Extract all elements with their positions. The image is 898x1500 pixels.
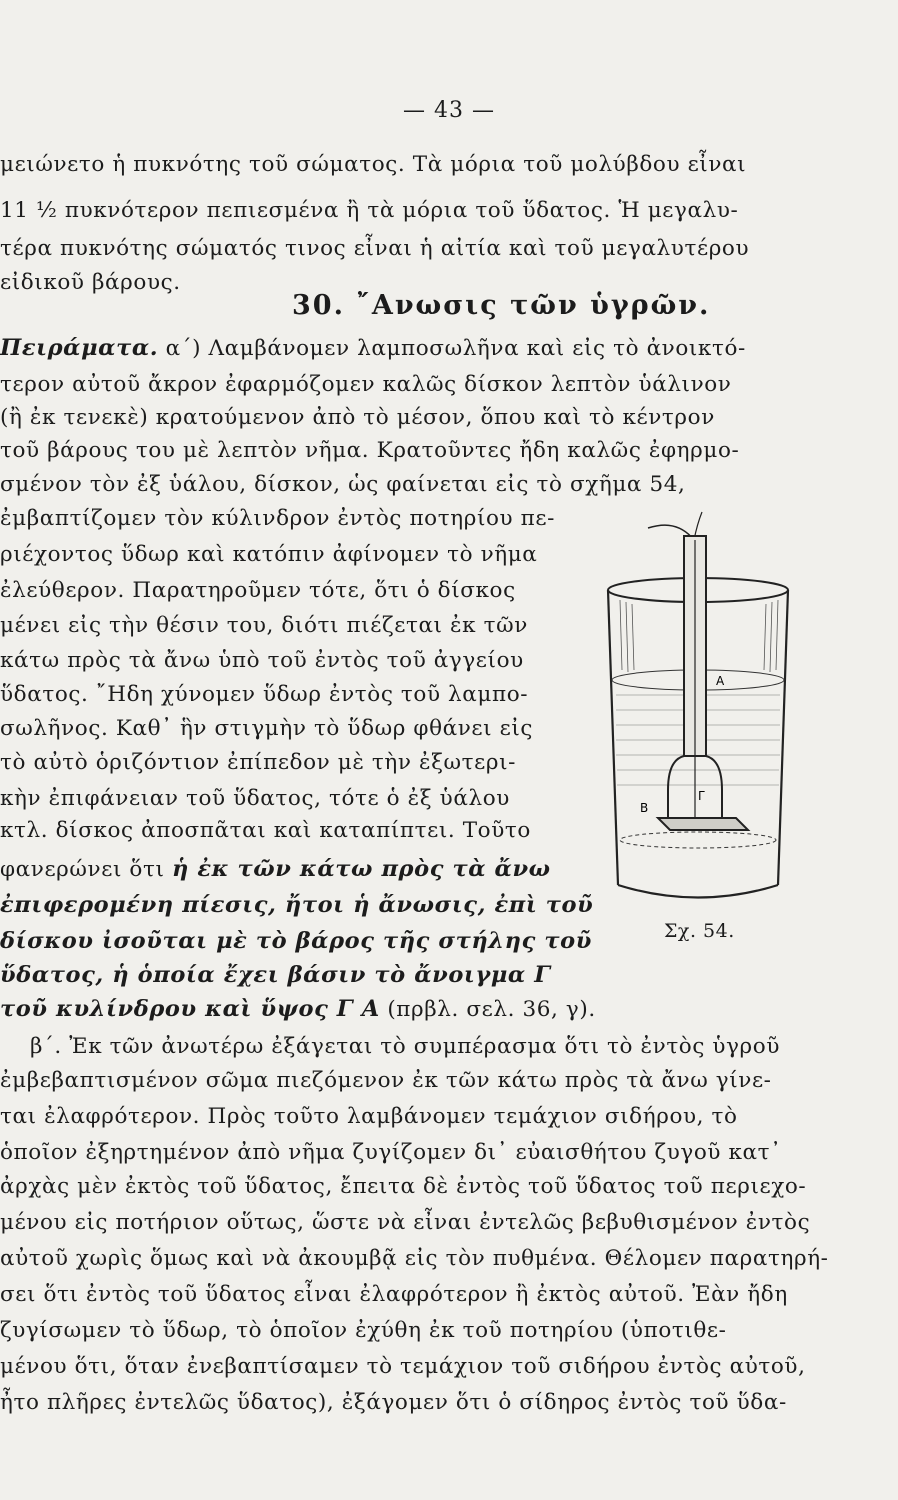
text-span: α΄) Λαμβάνομεν λαμποσωλῆνα καὶ εἰς τὸ ἀνοικτό- <box>165 336 746 361</box>
glass-left-wall <box>608 590 618 885</box>
text-line: ὕδατος. ῎Ηδη χύνομεν ὕδωρ ἐντὸς τοῦ λαμπο- <box>0 682 529 707</box>
text-line: αὐτοῦ χωρὶς ὅμως καὶ νὰ ἀκουμβᾷ εἰς τὸν πυθμένα. Θέλομεν παρατηρή- <box>0 1246 829 1271</box>
text-line: ἀρχὰς μὲν ἐκτὸς τοῦ ὕδατος, ἔπειτα δὲ ἐντὸς τοῦ ὕδατος τοῦ περιεχο- <box>0 1174 807 1199</box>
text-line: κτλ. δίσκος ἀποσπᾶται καὶ καταπίπτει. Τοῦτο <box>0 818 531 843</box>
text-line <box>0 335 746 362</box>
label-b: Β <box>640 801 649 815</box>
text-line: τοῦ βάρους του μὲ λεπτὸν νῆμα. Κρατοῦντες ἤδη καλῶς ἐφηρμο- <box>0 438 740 463</box>
text-line: ζυγίσωμεν τὸ ὕδωρ, τὸ ὁποῖον ἐχύθη ἐκ τοῦ ποτηρίου (ὑποτιθε- <box>0 1318 727 1343</box>
text-line-bold: ὕδατος, ἡ ὁποία ἔχει βάσιν τὸ ἄνοιγμα Γ <box>0 962 551 988</box>
bold-phrase: ἡ ἐκ τῶν κάτω πρὸς τὰ ἄνω <box>171 856 551 882</box>
text-line <box>0 856 551 883</box>
text-line: τερον αὐτοῦ ἄκρον ἐφαρμόζομεν καλῶς δίσκον λεπτὸν ὑάλινον <box>0 372 732 397</box>
text-line: σει ὅτι ἐντὸς τοῦ ὕδατος εἶναι ἐλαφρότερον ἢ ἐκτὸς αὐτοῦ. Ἐὰν ἤδη <box>0 1282 788 1307</box>
label-a: Α <box>716 674 725 688</box>
text-line: μένου εἰς ποτήριον οὕτως, ὥστε νὰ εἶναι ἐντελῶς βεβυθισμένον ἐντὸς <box>0 1210 811 1235</box>
text-span: (πρβλ. σελ. 36, γ). <box>387 997 596 1022</box>
text-line: 11 ½ πυκνότερον πεπιεσμένα ἢ τὰ μόρια τοῦ ὕδατος. Ἡ μεγαλυ- <box>0 198 739 223</box>
dashed-level <box>620 832 776 848</box>
text-line: κάτω πρὸς τὰ ἄνω ὑπὸ τοῦ ἐντὸς τοῦ ἀγγείου <box>0 648 524 673</box>
glass-bottom <box>618 885 778 898</box>
text-line: μειώνετο ἡ πυκνότης τοῦ σώματος. Τὰ μόρια τοῦ μολύβδου εἶναι <box>0 152 747 177</box>
text-line: σωλῆνος. Καθ᾽ ἣν στιγμὴν τὸ ὕδωρ φθάνει εἰς <box>0 716 534 741</box>
text-line: σμένον τὸν ἐξ ὑάλου, δίσκον, ὡς φαίνεται εἰς τὸ σχῆμα 54, <box>0 472 686 497</box>
text-line: β΄. Ἐκ τῶν ἀνωτέρω ἐξάγεται τὸ συμπέρασμα ὅτι τὸ ἐντὸς ὑγροῦ <box>30 1034 781 1059</box>
text-line <box>0 996 596 1023</box>
text-line-bold: ἐπιφερομένη πίεσις, ἤτοι ἡ ἄνωσις, ἐπὶ τοῦ <box>0 892 594 918</box>
text-line-bold: δίσκου ἰσοῦται μὲ τὸ βάρος τῆς στήλης τοῦ <box>0 928 592 954</box>
text-line: κὴν ἐπιφάνειαν τοῦ ὕδατος, τότε ὁ ἐξ ὑάλου <box>0 786 510 811</box>
text-line: ται ἐλαφρότερον. Πρὸς τοῦτο λαμβάνομεν τεμάχιον σιδήρου, τὸ <box>0 1104 738 1129</box>
text-span-bold: τοῦ κυλίνδρου καὶ ὕψος Γ Α <box>0 996 380 1022</box>
figure-caption: Σχ. 54. <box>664 920 735 942</box>
text-line: ἦτο πλῆρες ἐντελῶς ὕδατος), ἐξάγομεν ὅτι ὁ σίδηρος ἐντὸς τοῦ ὕδα- <box>0 1390 787 1415</box>
text-line: ὁποῖον ἐξηρτημένον ἀπὸ νῆμα ζυγίζομεν δι᾽ εὐαισθήτου ζυγοῦ κατ᾽ <box>0 1140 782 1165</box>
text-span: φανερώνει ὅτι <box>0 857 165 882</box>
text-line: μένου ὅτι, ὅταν ἐνεβαπτίσαμεν τὸ τεμάχιον τοῦ σιδήρου ἐντὸς αὐτοῦ, <box>0 1354 806 1379</box>
glass-right-wall <box>778 590 788 885</box>
section-heading: 30. ῎Ανωσις τῶν ὑγρῶν. <box>292 290 711 321</box>
text-line: μένει εἰς τὴν θέσιν του, διότι πιέζεται ἐκ τῶν <box>0 613 528 638</box>
text-line: ριέχοντος ὕδωρ καὶ κατόπιν ἀφίνομεν τὸ νῆμα <box>0 542 538 567</box>
text-line: εἰδικοῦ βάρους. <box>0 270 181 295</box>
text-line: ἐμβαπτίζομεν τὸν κύλινδρον ἐντὸς ποτηρίου πε- <box>0 506 555 531</box>
experiments-label: Πειράματα. <box>0 335 159 361</box>
text-line: ἐμβεβαπτισμένον σῶμα πιεζόμενον ἐκ τῶν κάτω πρὸς τὰ ἄνω γίνε- <box>0 1068 772 1093</box>
label-g: Γ <box>698 789 705 803</box>
text-line: τέρα πυκνότης σώματός τινος εἶναι ἡ αἰτία καὶ τοῦ μεγαλυτέρου <box>0 236 750 261</box>
text-line: ἐλεύθερον. Παρατηροῦμεν τότε, ὅτι ὁ δίσκος <box>0 578 516 603</box>
text-line: τὸ αὐτὸ ὁριζόντιον ἐπίπεδον μὲ τὴν ἐξωτερι- <box>0 750 517 775</box>
text-line: (ἢ ἐκ τενεκὲ) κρατούμενον ἀπὸ τὸ μέσον, ὅπου καὶ τὸ κέντρον <box>0 405 715 430</box>
page-number: — 43 — <box>403 98 495 123</box>
glass-disc <box>658 818 748 830</box>
figure-glass-cylinder <box>598 500 798 910</box>
